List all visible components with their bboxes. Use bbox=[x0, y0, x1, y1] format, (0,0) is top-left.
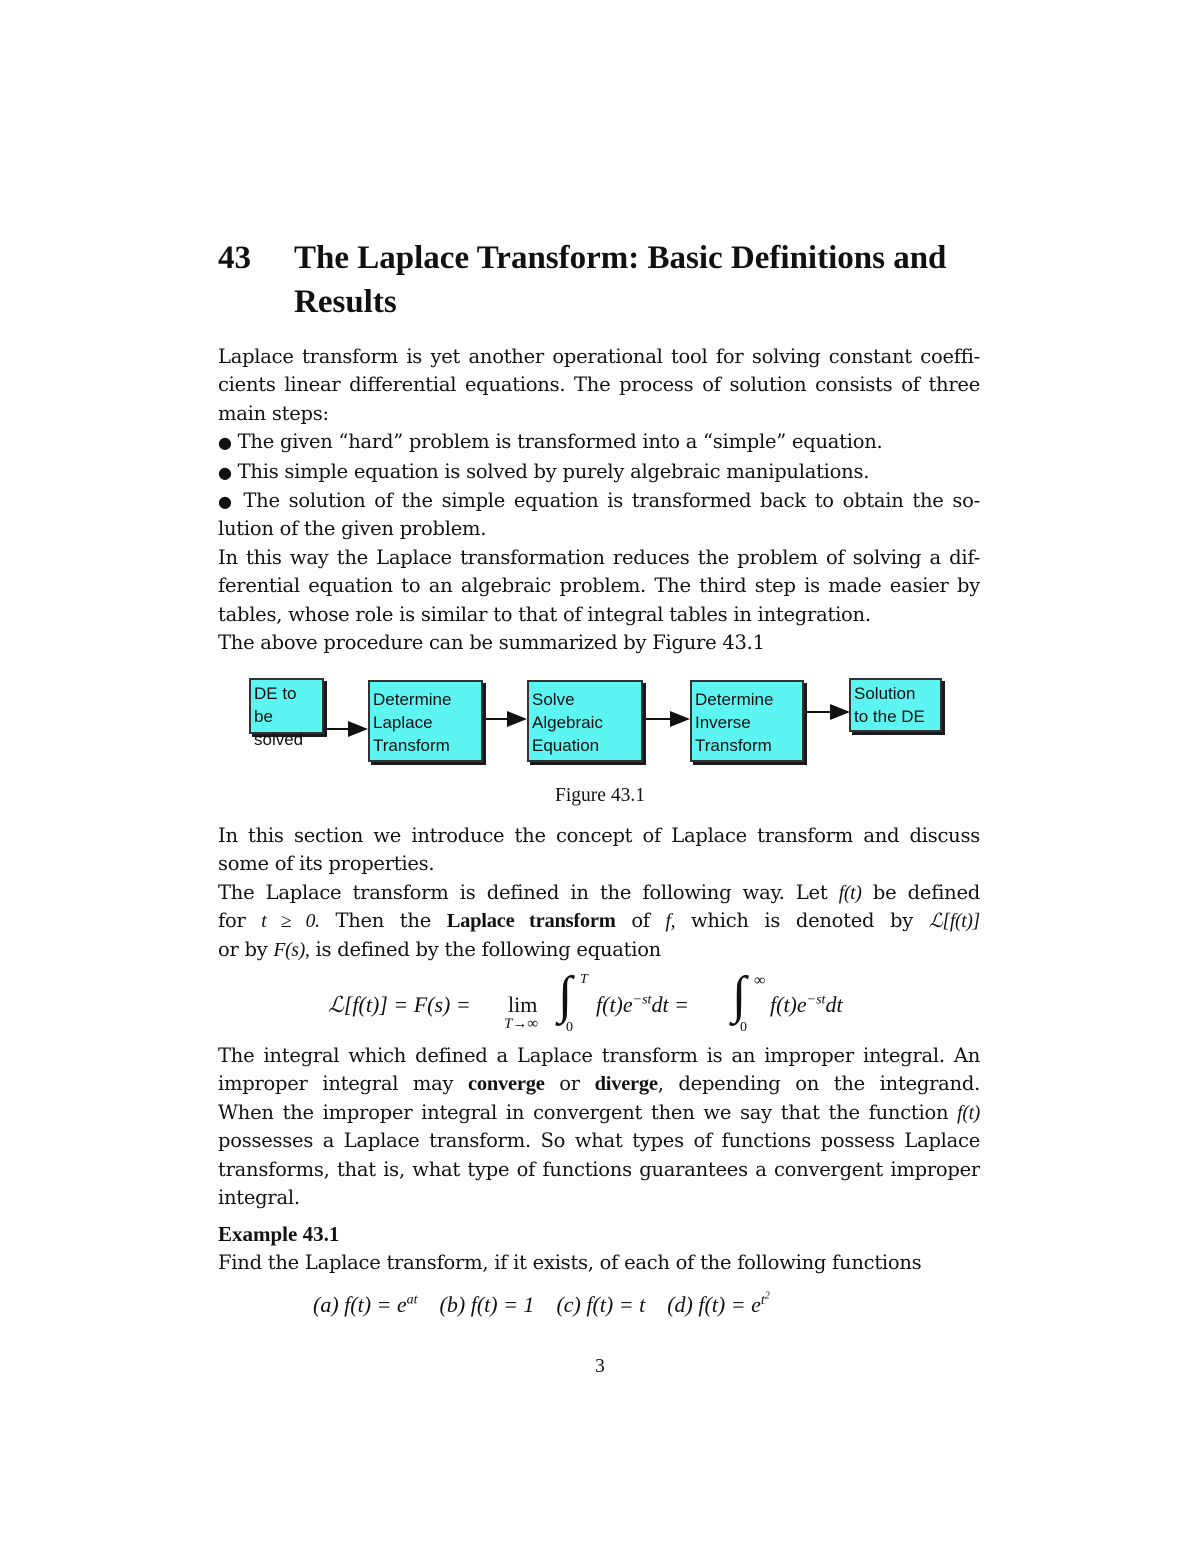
integral-sign: ∫ bbox=[558, 967, 573, 1024]
text-line: When the improper integral in convergent then we say that the function f(t) bbox=[218, 1100, 980, 1124]
flow-box-solution: Solution to the DE bbox=[849, 678, 942, 732]
example-text: Find the Laplace transform, if it exists, of each of the following functions bbox=[218, 1251, 922, 1274]
text-line: some of its properties. bbox=[218, 852, 435, 876]
text-line: or by F(s), is defined by the following equation bbox=[218, 937, 661, 961]
text-line: The above procedure can be summarized by Figure 43.1 bbox=[218, 630, 765, 654]
flow-box-laplace: Determine Laplace Transform bbox=[368, 680, 483, 762]
flow-box-inverse: Determine Inverse Transform bbox=[690, 680, 804, 762]
flowchart bbox=[240, 670, 960, 780]
improper-integral-paragraph bbox=[218, 1042, 980, 1212]
integral-sign: ∫ bbox=[732, 967, 747, 1024]
function-b: f(t) = 1 bbox=[470, 1291, 535, 1317]
function-c: f(t) = t bbox=[586, 1291, 646, 1317]
text-line: cients linear differential equations. The process of solution consists of three bbox=[218, 373, 980, 397]
text-line: integral. bbox=[218, 1185, 300, 1209]
example-title: Example 43.1 bbox=[218, 1222, 340, 1246]
figure-caption: Figure 43.1 bbox=[555, 785, 645, 806]
function-a: $f(t) = e^{at}$ bbox=[344, 1291, 418, 1317]
text-line: possesses a Laplace transform. So what types of functions possess Laplace bbox=[218, 1129, 980, 1153]
function-d: $f(t) = e^{t^2}$ bbox=[698, 1290, 770, 1317]
text-line: In this section we introduce the concept of Laplace transform and discuss bbox=[218, 824, 980, 847]
page-number: 3 bbox=[595, 1356, 605, 1377]
bullet-icon: ● bbox=[218, 433, 232, 453]
definition-paragraph bbox=[218, 822, 980, 965]
bullet-item: ● This simple equation is solved by purely algebraic manipulations. bbox=[218, 459, 870, 483]
text-line: The integral which defined a Laplace transform is an improper integral. An bbox=[218, 1044, 980, 1067]
text-line: In this way the Laplace transformation reduces the problem of solving a dif- bbox=[218, 545, 980, 569]
text-line: ferential equation to an algebraic problem. The third step is made easier by bbox=[218, 574, 980, 598]
section-title: The Laplace Transform: Basic Definitions and Results bbox=[294, 240, 947, 320]
example-functions: (a) $f(t) = e^{at}$ (b) f(t) = 1 (c) f(t) = t (d) $f(t) = e^{t^2}$ bbox=[313, 1290, 770, 1317]
text-line: lution of the given problem. bbox=[218, 517, 487, 541]
text-line: improper integral may converge or diverge, depending on the integrand. bbox=[218, 1072, 980, 1096]
bullet-icon: ● bbox=[218, 462, 232, 482]
bullet-icon: ● bbox=[218, 492, 235, 511]
flow-box-solve: Solve Algebraic Equation bbox=[527, 680, 643, 762]
text-line: Laplace transform is yet another operational tool for solving constant coeffi- bbox=[218, 345, 980, 368]
section-heading bbox=[218, 236, 998, 324]
text-line: transforms, that is, what type of functions guarantees a convergent improper bbox=[218, 1157, 980, 1181]
intro-paragraph bbox=[218, 343, 980, 657]
text-line: main steps: bbox=[218, 401, 329, 425]
flow-box-de: DE to be solved bbox=[249, 678, 324, 734]
laplace-definition-equation: ℒ[f(t)] = F(s) = lim T→∞ ∫ T 0 $f(t)e^{-st}dt$ = ∫ ∞ 0 $f(t)e^{-st}dt$ bbox=[328, 967, 843, 1035]
section-number: 43 bbox=[218, 240, 251, 276]
bullet-item: ● The given “hard” problem is transformed into a “simple” equation. bbox=[218, 430, 883, 454]
term-laplace-transform: Laplace transform bbox=[446, 910, 616, 933]
bullet-item: ● The solution of the simple equation is transformed back to obtain the so- bbox=[218, 489, 980, 512]
text-line: tables, whose role is similar to that of integral tables in integration. bbox=[218, 602, 871, 626]
text-line: The Laplace transform is defined in the following way. Let f(t) be defined bbox=[218, 880, 980, 904]
text-line: for t ≥ 0. Then the Laplace transform of f, which is denoted by ℒ[f(t)] bbox=[218, 909, 980, 933]
